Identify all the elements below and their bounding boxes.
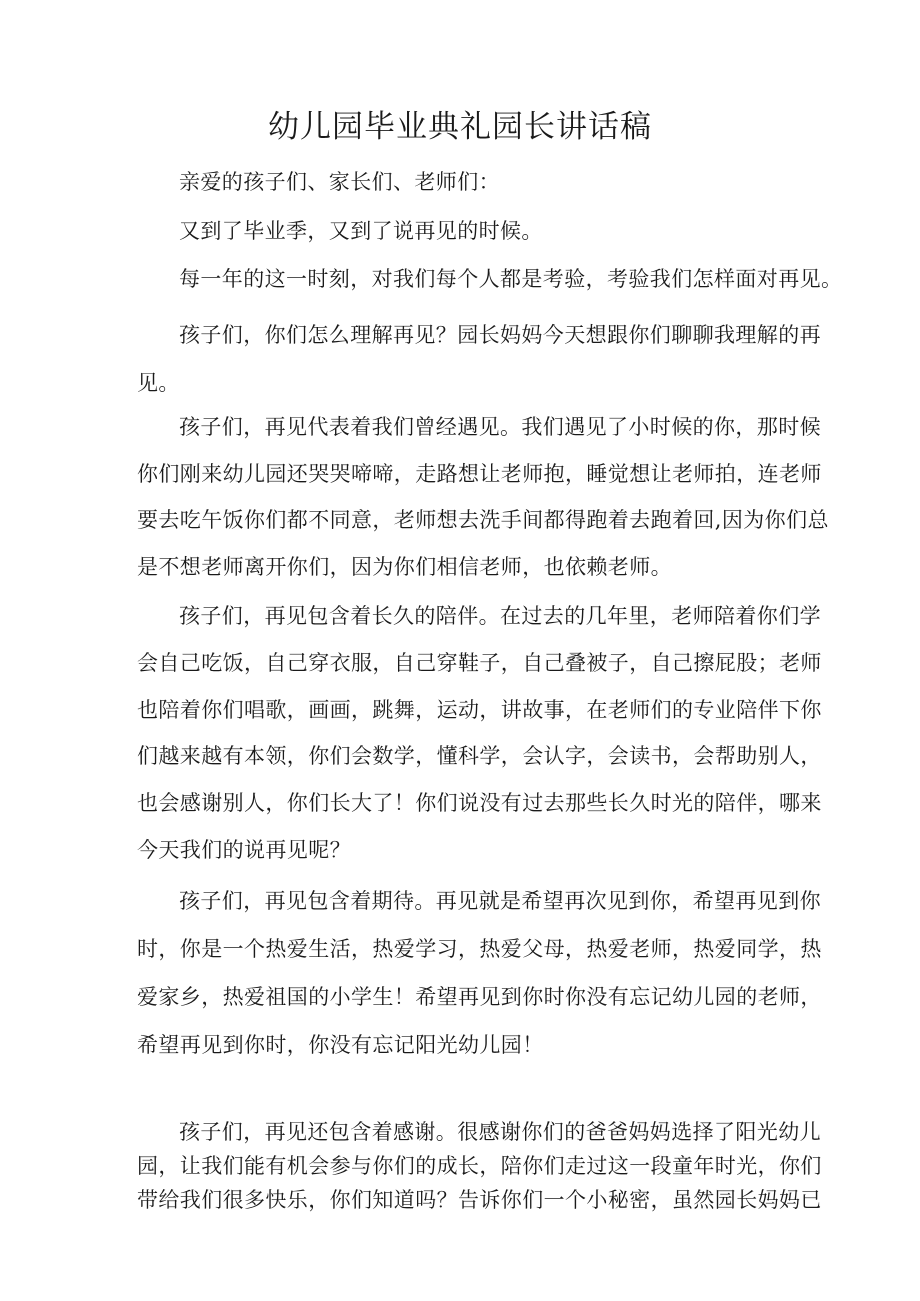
paragraph-understanding — [137, 311, 821, 407]
paragraph-line: 园，让我们能有机会参与你们的成长，陪你们走过这一段童年时光，你们 — [137, 1154, 822, 1178]
paragraph-gratitude — [137, 1115, 822, 1217]
paragraph-line: 孩子们，你们怎么理解再见？园长妈妈今天想跟你们聊聊我理解的再 — [179, 323, 821, 347]
paragraph-line: 带给我们很多快乐，你们知道吗？告诉你们一个小秘密，虽然园长妈妈已 — [137, 1188, 822, 1212]
paragraph-line: 又到了毕业季，又到了说再见的时候。 — [179, 219, 543, 243]
paragraph-line: 是不想老师离开你们，因为你们相信老师，也依赖老师。 — [137, 555, 672, 580]
paragraph-companionship — [137, 593, 822, 874]
document-title: 幼儿园毕业典礼园长讲话稿 — [268, 109, 652, 145]
paragraph-line: 亲爱的孩子们、家长们、老师们： — [179, 170, 500, 194]
paragraph-line: 见。 — [137, 371, 180, 395]
paragraph-line: 你们刚来幼儿园还哭哭啼啼，走路想让老师抱，睡觉想让老师拍，连老师 — [137, 461, 822, 486]
paragraph-line: 孩子们，再见包含着长久的陪伴。在过去的几年里，老师陪着你们学 — [179, 604, 821, 628]
paragraph-line: 也陪着你们唱歌，画画，跳舞，运动，讲故事，在老师们的专业陪伴下你 — [137, 697, 822, 722]
paragraph-expectation — [137, 877, 822, 1069]
paragraph-line: 爱家乡，热爱祖国的小学生！希望再见到你时你没有忘记幼儿园的老师， — [137, 985, 822, 1009]
paragraph-line: 今天我们的说再见呢？ — [137, 837, 351, 862]
paragraph-greeting — [137, 166, 807, 198]
paragraph-line: 也会感谢别人，你们长大了！你们说没有过去那些长久时光的陪伴，哪来 — [137, 791, 822, 816]
paragraph-line: 们越来越有本领，你们会数学，懂科学，会认字，会读书，会帮助别人， — [137, 744, 822, 769]
paragraph-line: 要去吃午饭你们都不同意，老师想去洗手间都得跑着去跑着回,因为你们总 — [137, 508, 829, 533]
paragraph-moment — [137, 263, 843, 295]
paragraph-met — [137, 404, 829, 591]
paragraph-season — [137, 215, 807, 247]
paragraph-line: 孩子们，再见包含着期待。再见就是希望再次见到你，希望再见到你 — [179, 889, 821, 913]
paragraph-line: 每一年的这一时刻，对我们每个人都是考验，考验我们怎样面对再见。 — [179, 267, 843, 291]
paragraph-line: 会自己吃饭，自己穿衣服，自己穿鞋子，自己叠被子，自己擦屁股；老师 — [137, 650, 822, 675]
paragraph-line: 希望再见到你时，你没有忘记阳光幼儿园！ — [137, 1033, 544, 1057]
paragraph-line: 孩子们，再见还包含着感谢。很感谢你们的爸爸妈妈选择了阳光幼儿 — [179, 1120, 821, 1144]
paragraph-line: 时，你是一个热爱生活，热爱学习，热爱父母，热爱老师，热爱同学，热 — [137, 937, 822, 961]
paragraph-line: 孩子们，再见代表着我们曾经遇见。我们遇见了小时候的你，那时候 — [179, 415, 821, 439]
